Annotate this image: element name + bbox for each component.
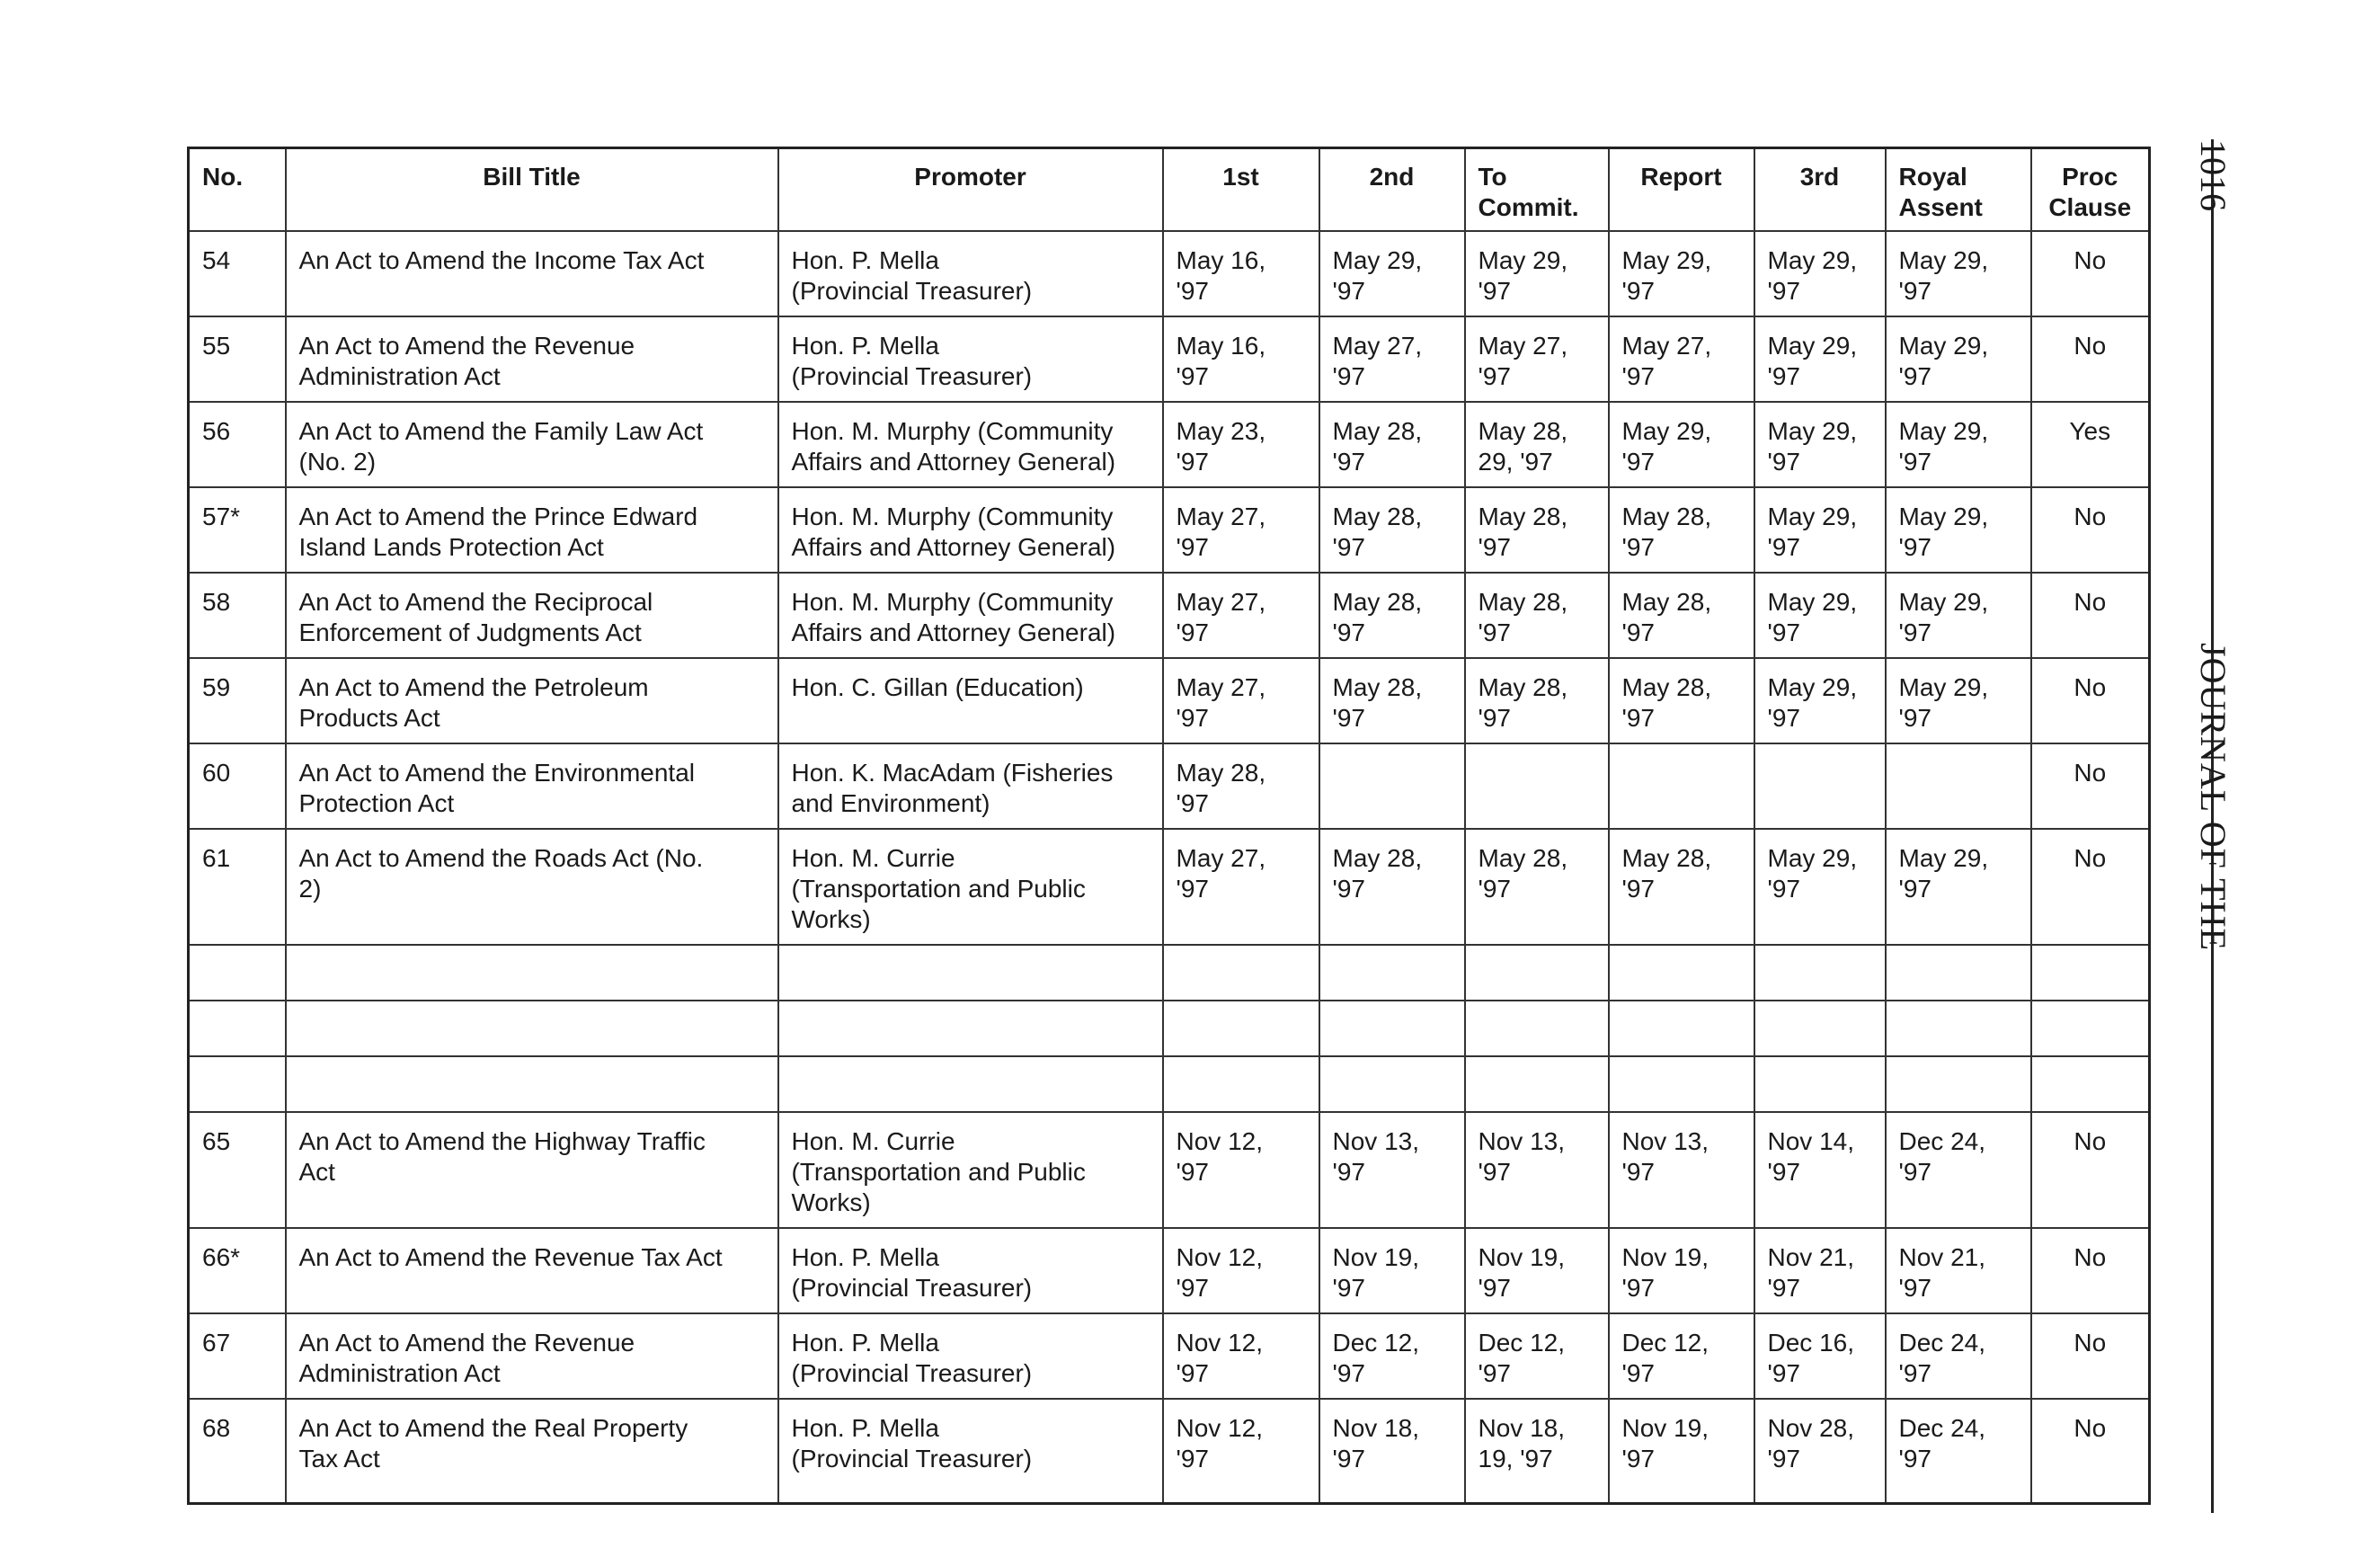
cell-report: Nov 19, '97 — [1609, 1228, 1754, 1313]
cell-first-reading: Nov 12, '97 — [1163, 1112, 1319, 1228]
cell-no: 58 — [189, 573, 286, 658]
cell-report: Nov 13, '97 — [1609, 1112, 1754, 1228]
cell-bill-title: An Act to Amend the Environmental Protection Act — [286, 743, 778, 829]
cell-third-reading — [1754, 945, 1886, 1001]
cell-royal-assent — [1886, 743, 2031, 829]
cell-second-reading — [1319, 945, 1465, 1001]
cell-promoter — [778, 945, 1163, 1001]
cell-no: 59 — [189, 658, 286, 743]
cell-promoter: Hon. P. Mella (Provincial Treasurer) — [778, 1399, 1163, 1504]
cell-royal-assent — [1886, 1056, 2031, 1112]
page-number: 1016 — [2193, 139, 2233, 211]
table-row — [189, 1399, 2150, 1504]
cell-royal-assent: Nov 21, '97 — [1886, 1228, 2031, 1313]
cell-to-committee — [1465, 1056, 1609, 1112]
table-row — [189, 743, 2150, 829]
cell-proc-clause: No — [2031, 487, 2150, 573]
cell-no: 68 — [189, 1399, 286, 1504]
cell-to-committee: May 28, '97 — [1465, 658, 1609, 743]
cell-second-reading: Dec 12, '97 — [1319, 1313, 1465, 1399]
cell-proc-clause: No — [2031, 1313, 2150, 1399]
cell-first-reading: Nov 12, '97 — [1163, 1399, 1319, 1504]
cell-royal-assent: May 29, '97 — [1886, 402, 2031, 487]
cell-promoter: Hon. M. Murphy (Community Affairs and Attorney General) — [778, 487, 1163, 573]
cell-no: 55 — [189, 316, 286, 402]
cell-no: 57* — [189, 487, 286, 573]
table-row — [189, 1001, 2150, 1056]
table-row — [189, 829, 2150, 945]
cell-second-reading: May 28, '97 — [1319, 573, 1465, 658]
header-bill-title: Bill Title — [286, 148, 778, 231]
cell-first-reading: May 23, '97 — [1163, 402, 1319, 487]
cell-report — [1609, 1001, 1754, 1056]
cell-proc-clause: No — [2031, 1399, 2150, 1504]
cell-report — [1609, 945, 1754, 1001]
cell-proc-clause: No — [2031, 658, 2150, 743]
cell-report: Nov 19, '97 — [1609, 1399, 1754, 1504]
cell-to-committee — [1465, 945, 1609, 1001]
table-row — [189, 945, 2150, 1001]
cell-proc-clause — [2031, 1001, 2150, 1056]
cell-second-reading — [1319, 743, 1465, 829]
table-row — [189, 658, 2150, 743]
cell-bill-title: An Act to Amend the Revenue Administration Act — [286, 1313, 778, 1399]
table-row — [189, 487, 2150, 573]
cell-report: Dec 12, '97 — [1609, 1313, 1754, 1399]
cell-report: May 29, '97 — [1609, 231, 1754, 316]
cell-first-reading — [1163, 945, 1319, 1001]
cell-royal-assent: May 29, '97 — [1886, 316, 2031, 402]
cell-proc-clause: No — [2031, 1228, 2150, 1313]
cell-promoter — [778, 1056, 1163, 1112]
header-promoter: Promoter — [778, 148, 1163, 231]
cell-bill-title: An Act to Amend the Family Law Act (No. 2) — [286, 402, 778, 487]
cell-bill-title: An Act to Amend the Roads Act (No. 2) — [286, 829, 778, 945]
cell-report — [1609, 1056, 1754, 1112]
cell-no: 65 — [189, 1112, 286, 1228]
cell-second-reading: May 28, '97 — [1319, 402, 1465, 487]
cell-second-reading: Nov 19, '97 — [1319, 1228, 1465, 1313]
cell-first-reading: May 27, '97 — [1163, 573, 1319, 658]
cell-first-reading: May 28, '97 — [1163, 743, 1319, 829]
cell-to-committee: May 28, 29, '97 — [1465, 402, 1609, 487]
table-row — [189, 231, 2150, 316]
cell-royal-assent: May 29, '97 — [1886, 231, 2031, 316]
cell-second-reading: May 28, '97 — [1319, 658, 1465, 743]
header-proc-clause: Proc Clause — [2031, 148, 2150, 231]
cell-third-reading: Nov 28, '97 — [1754, 1399, 1886, 1504]
cell-first-reading: May 16, '97 — [1163, 316, 1319, 402]
cell-no: 61 — [189, 829, 286, 945]
cell-report: May 28, '97 — [1609, 829, 1754, 945]
cell-proc-clause: No — [2031, 743, 2150, 829]
cell-promoter: Hon. P. Mella (Provincial Treasurer) — [778, 231, 1163, 316]
cell-promoter: Hon. M. Murphy (Community Affairs and Attorney General) — [778, 573, 1163, 658]
cell-promoter: Hon. M. Murphy (Community Affairs and Attorney General) — [778, 402, 1163, 487]
cell-third-reading: Nov 14, '97 — [1754, 1112, 1886, 1228]
side-margin — [2175, 139, 2238, 1522]
cell-promoter: Hon. P. Mella (Provincial Treasurer) — [778, 316, 1163, 402]
cell-bill-title: An Act to Amend the Revenue Administration Act — [286, 316, 778, 402]
cell-proc-clause: No — [2031, 1112, 2150, 1228]
cell-no: 54 — [189, 231, 286, 316]
table-row — [189, 1056, 2150, 1112]
cell-no — [189, 1056, 286, 1112]
cell-first-reading: May 27, '97 — [1163, 829, 1319, 945]
cell-royal-assent: Dec 24, '97 — [1886, 1399, 2031, 1504]
table-body — [189, 231, 2150, 1504]
running-title: JOURNAL OF THE — [2193, 643, 2233, 951]
cell-second-reading: May 27, '97 — [1319, 316, 1465, 402]
cell-no: 56 — [189, 402, 286, 487]
cell-second-reading — [1319, 1056, 1465, 1112]
cell-proc-clause: No — [2031, 316, 2150, 402]
cell-promoter: Hon. M. Currie (Transportation and Public Works) — [778, 829, 1163, 945]
cell-third-reading: Nov 21, '97 — [1754, 1228, 1886, 1313]
cell-third-reading: May 29, '97 — [1754, 402, 1886, 487]
cell-second-reading — [1319, 1001, 1465, 1056]
cell-no: 67 — [189, 1313, 286, 1399]
cell-third-reading: May 29, '97 — [1754, 829, 1886, 945]
cell-proc-clause: No — [2031, 829, 2150, 945]
cell-no — [189, 945, 286, 1001]
cell-report: May 29, '97 — [1609, 402, 1754, 487]
cell-royal-assent: May 29, '97 — [1886, 573, 2031, 658]
bills-table — [187, 147, 2151, 1505]
cell-to-committee: May 28, '97 — [1465, 829, 1609, 945]
cell-bill-title: An Act to Amend the Petroleum Products Act — [286, 658, 778, 743]
table-row — [189, 1313, 2150, 1399]
table-row — [189, 1112, 2150, 1228]
header-second-reading: 2nd — [1319, 148, 1465, 231]
cell-first-reading: Nov 12, '97 — [1163, 1313, 1319, 1399]
cell-promoter — [778, 1001, 1163, 1056]
cell-royal-assent: Dec 24, '97 — [1886, 1313, 2031, 1399]
cell-first-reading — [1163, 1001, 1319, 1056]
cell-royal-assent: May 29, '97 — [1886, 658, 2031, 743]
cell-second-reading: May 28, '97 — [1319, 829, 1465, 945]
cell-to-committee — [1465, 1001, 1609, 1056]
cell-to-committee: Nov 19, '97 — [1465, 1228, 1609, 1313]
cell-no — [189, 1001, 286, 1056]
cell-second-reading: Nov 13, '97 — [1319, 1112, 1465, 1228]
cell-bill-title: An Act to Amend the Highway Traffic Act — [286, 1112, 778, 1228]
cell-proc-clause: No — [2031, 231, 2150, 316]
cell-royal-assent — [1886, 945, 2031, 1001]
cell-third-reading — [1754, 743, 1886, 829]
cell-bill-title: An Act to Amend the Prince Edward Island Lands Protection Act — [286, 487, 778, 573]
cell-to-committee: Nov 13, '97 — [1465, 1112, 1609, 1228]
cell-first-reading: Nov 12, '97 — [1163, 1228, 1319, 1313]
cell-to-committee — [1465, 743, 1609, 829]
cell-no: 60 — [189, 743, 286, 829]
cell-to-committee: May 29, '97 — [1465, 231, 1609, 316]
cell-third-reading — [1754, 1056, 1886, 1112]
cell-no: 66* — [189, 1228, 286, 1313]
cell-proc-clause: Yes — [2031, 402, 2150, 487]
cell-promoter: Hon. P. Mella (Provincial Treasurer) — [778, 1313, 1163, 1399]
cell-bill-title — [286, 1056, 778, 1112]
table-row — [189, 573, 2150, 658]
cell-bill-title: An Act to Amend the Revenue Tax Act — [286, 1228, 778, 1313]
cell-report: May 28, '97 — [1609, 573, 1754, 658]
header-row — [189, 148, 2150, 231]
header-report: Report — [1609, 148, 1754, 231]
table-row — [189, 1228, 2150, 1313]
cell-first-reading — [1163, 1056, 1319, 1112]
cell-second-reading: May 28, '97 — [1319, 487, 1465, 573]
cell-first-reading: May 27, '97 — [1163, 658, 1319, 743]
cell-royal-assent: May 29, '97 — [1886, 487, 2031, 573]
cell-bill-title — [286, 945, 778, 1001]
cell-report: May 28, '97 — [1609, 487, 1754, 573]
header-no: No. — [189, 148, 286, 231]
cell-report: May 28, '97 — [1609, 658, 1754, 743]
cell-promoter: Hon. K. MacAdam (Fisheries and Environment) — [778, 743, 1163, 829]
cell-to-committee: Nov 18, 19, '97 — [1465, 1399, 1609, 1504]
cell-bill-title: An Act to Amend the Income Tax Act — [286, 231, 778, 316]
cell-promoter: Hon. M. Currie (Transportation and Public Works) — [778, 1112, 1163, 1228]
cell-third-reading: May 29, '97 — [1754, 231, 1886, 316]
cell-first-reading: May 16, '97 — [1163, 231, 1319, 316]
cell-proc-clause — [2031, 945, 2150, 1001]
cell-proc-clause — [2031, 1056, 2150, 1112]
cell-bill-title — [286, 1001, 778, 1056]
header-to-committee: To Commit. — [1465, 148, 1609, 231]
cell-proc-clause: No — [2031, 573, 2150, 658]
cell-promoter: Hon. P. Mella (Provincial Treasurer) — [778, 1228, 1163, 1313]
cell-third-reading: May 29, '97 — [1754, 573, 1886, 658]
cell-bill-title: An Act to Amend the Real Property Tax Act — [286, 1399, 778, 1504]
cell-report — [1609, 743, 1754, 829]
cell-report: May 27, '97 — [1609, 316, 1754, 402]
cell-bill-title: An Act to Amend the Reciprocal Enforcement of Judgments Act — [286, 573, 778, 658]
cell-to-committee: May 28, '97 — [1465, 573, 1609, 658]
cell-to-committee: May 27, '97 — [1465, 316, 1609, 402]
cell-royal-assent: Dec 24, '97 — [1886, 1112, 2031, 1228]
cell-third-reading: Dec 16, '97 — [1754, 1313, 1886, 1399]
header-third-reading: 3rd — [1754, 148, 1886, 231]
cell-first-reading: May 27, '97 — [1163, 487, 1319, 573]
cell-third-reading: May 29, '97 — [1754, 487, 1886, 573]
cell-promoter: Hon. C. Gillan (Education) — [778, 658, 1163, 743]
cell-third-reading — [1754, 1001, 1886, 1056]
header-first-reading: 1st — [1163, 148, 1319, 231]
table-row — [189, 402, 2150, 487]
header-royal-assent: Royal Assent — [1886, 148, 2031, 231]
cell-to-committee: May 28, '97 — [1465, 487, 1609, 573]
cell-third-reading: May 29, '97 — [1754, 658, 1886, 743]
bills-table-container — [187, 147, 2151, 1505]
table-row — [189, 316, 2150, 402]
cell-second-reading: Nov 18, '97 — [1319, 1399, 1465, 1504]
cell-to-committee: Dec 12, '97 — [1465, 1313, 1609, 1399]
cell-third-reading: May 29, '97 — [1754, 316, 1886, 402]
cell-second-reading: May 29, '97 — [1319, 231, 1465, 316]
cell-royal-assent — [1886, 1001, 2031, 1056]
cell-royal-assent: May 29, '97 — [1886, 829, 2031, 945]
